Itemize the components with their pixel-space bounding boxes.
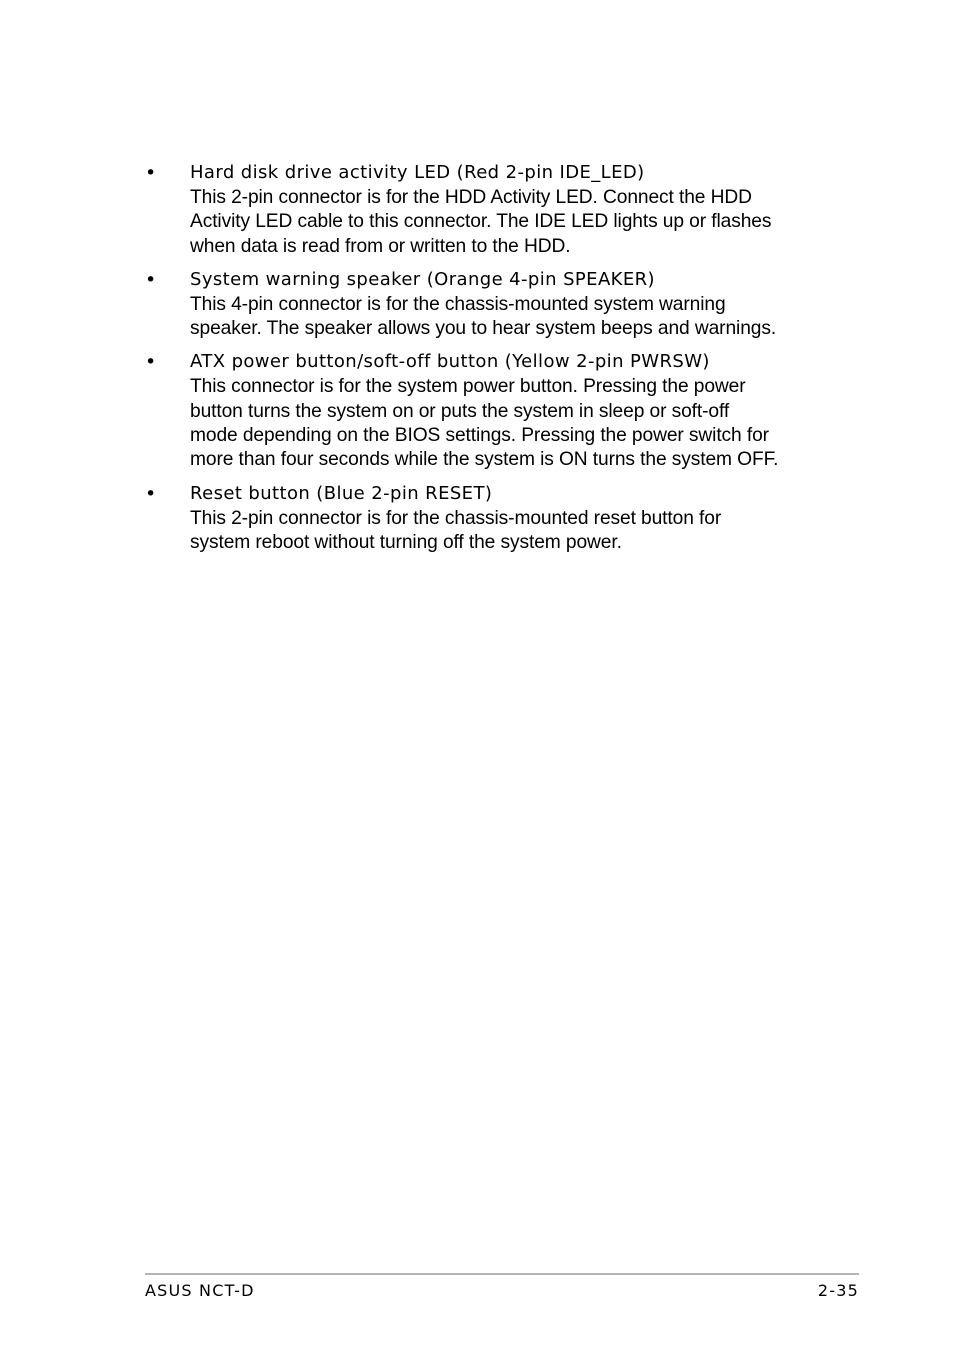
description-line: mode depending on the BIOS settings. Pressing the power switch for: [190, 425, 769, 447]
description-line: This 2-pin connector is for the HDD Activity LED. Connect the HDD: [190, 187, 752, 208]
description-line: Activity LED cable to this connector. The IDE LED lights up or flashes: [190, 211, 772, 233]
footer-divider: [145, 1273, 859, 1275]
item-description: [190, 293, 825, 342]
description-line: system reboot without turning off the system power.: [190, 531, 622, 553]
item-description: [190, 186, 825, 259]
description-line: more than four seconds while the system is ON turns the system OFF.: [190, 449, 779, 471]
bullet-icon: •: [145, 351, 157, 374]
item-description: [190, 507, 825, 556]
list-item-ide-led: [145, 160, 825, 259]
description-line: This 2-pin connector is for the chassis-mounted reset button for: [190, 507, 722, 529]
list-item-reset: [145, 481, 825, 556]
connector-list: [145, 160, 825, 563]
item-title: Reset button (Blue 2-pin RESET): [190, 482, 493, 504]
item-title: Hard disk drive activity LED (Red 2-pin IDE_LED): [190, 162, 645, 183]
footer-product-name: ASUS NCT-D: [145, 1281, 255, 1300]
description-line: speaker. The speaker allows you to hear system beeps and warnings.: [190, 318, 777, 340]
item-title: System warning speaker (Orange 4-pin SPEAKER): [190, 268, 655, 290]
item-title: ATX power button/soft-off button (Yellow 2-pin PWRSW): [190, 351, 710, 373]
list-item-pwrsw: [145, 349, 825, 472]
page-number: 2-35: [817, 1281, 859, 1300]
bullet-icon: •: [145, 162, 157, 184]
description-line: button turns the system on or puts the system in sleep or soft-off: [190, 400, 730, 422]
item-description: [190, 375, 825, 472]
description-line: This connector is for the system power button. Pressing the power: [190, 376, 746, 398]
description-line: This 4-pin connector is for the chassis-mounted system warning: [190, 293, 726, 315]
page-footer: [145, 1279, 859, 1303]
list-item-speaker: [145, 267, 825, 342]
description-line: when data is read from or written to the HDD.: [190, 235, 571, 257]
bullet-icon: •: [145, 482, 157, 505]
bullet-icon: •: [145, 268, 157, 291]
